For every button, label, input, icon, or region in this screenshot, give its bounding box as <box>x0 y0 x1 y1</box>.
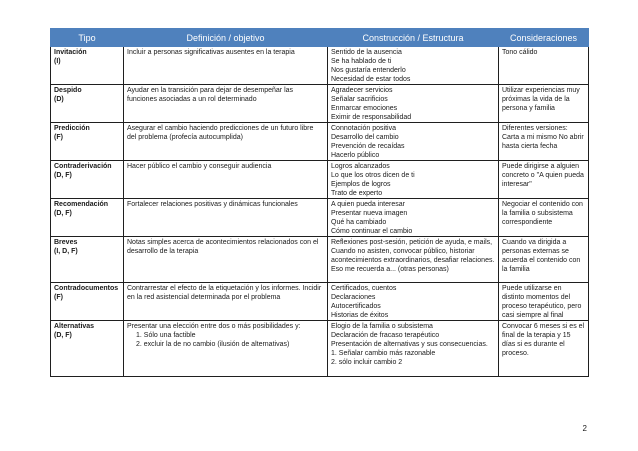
cell-construccion <box>328 47 499 85</box>
construccion-line: Presentar nueva imagen <box>331 210 408 217</box>
cell-tipo <box>51 85 124 123</box>
consideraciones-text: Tono cálido <box>502 49 538 56</box>
construccion-line: Se ha hablado de ti <box>331 58 392 65</box>
tipo-name: Breves <box>54 239 78 246</box>
definicion-list-item: 2. excluir la de no cambio (ilusión de alternativas) <box>136 341 290 348</box>
cell-definicion <box>124 283 328 321</box>
cell-consideraciones <box>499 85 589 123</box>
cell-construccion <box>328 161 499 199</box>
construccion-line: Desarrollo del cambio <box>331 134 399 141</box>
construccion-line: Declaraciones <box>331 294 376 301</box>
header-construccion: Construcción / Estructura <box>328 29 499 47</box>
consideraciones-text: Puede utilizarse en distinto momentos del proceso terapéutico, pero casi siempre al final <box>502 285 582 319</box>
construccion-line: Connotación positiva <box>331 125 396 132</box>
definicion-text: Contrarrestar el efecto de la etiquetación y los informes. Incidir en la red asistencial determinada por el problema <box>127 285 322 301</box>
tipo-name: Despido <box>54 87 82 94</box>
cell-construccion <box>328 123 499 161</box>
tipo-name: Predicción <box>54 125 90 132</box>
tipo-code: (F) <box>54 134 63 141</box>
tipo-code: (D, F) <box>54 332 72 339</box>
header-definicion: Definición / objetivo <box>124 29 328 47</box>
construccion-line: Autocertificados <box>331 303 381 310</box>
consideraciones-text: Diferentes versiones: Carta a mi mismo No abrir hasta cierta fecha <box>502 125 584 150</box>
construccion-line: Historias de éxitos <box>331 312 389 319</box>
cell-consideraciones <box>499 47 589 85</box>
table-row <box>51 321 589 377</box>
cell-consideraciones <box>499 123 589 161</box>
cell-definicion <box>124 237 328 283</box>
cell-consideraciones <box>499 237 589 283</box>
tipo-code: (I) <box>54 58 61 65</box>
construccion-line: Presentación de alternativas y sus consecuencias. <box>331 341 488 348</box>
construccion-line: Nos gustaría entenderlo <box>331 67 406 74</box>
construccion-line: Señalar sacrificios <box>331 96 388 103</box>
definicion-text: Asegurar el cambio haciendo predicciones de un futuro libre del problema (profecía autocumplida) <box>127 125 314 141</box>
tipo-name: Recomendación <box>54 201 109 208</box>
construccion-line: A quien pueda interesar <box>331 201 405 208</box>
construccion-line: Declaración de fracaso terapéutico <box>331 332 440 339</box>
cell-construccion <box>328 321 499 377</box>
definicion-text: Hacer público el cambio y conseguir audiencia <box>127 163 272 170</box>
tipo-name: Alternativas <box>54 323 95 330</box>
construccion-line: Trato de experto <box>331 190 383 197</box>
construccion-line: Lo que los otros dicen de ti <box>331 172 415 179</box>
cell-definicion <box>124 161 328 199</box>
cell-tipo <box>51 161 124 199</box>
tipo-code: (F) <box>54 294 63 301</box>
table-row <box>51 237 589 283</box>
header-tipo: Tipo <box>51 29 124 47</box>
table-row <box>51 47 589 85</box>
tipo-code: (D, F) <box>54 210 72 217</box>
tipo-name: Contradocumentos <box>54 285 119 292</box>
tipo-name: Invitación <box>54 49 87 56</box>
cell-construccion <box>328 85 499 123</box>
consideraciones-text: Negociar el contenido con la familia o subsistema correspondiente <box>502 201 583 226</box>
definicion-text: Notas simples acerca de acontecimientos relacionados con el desarrollo de la terapia <box>127 239 319 255</box>
tipo-code: (I, D, F) <box>54 248 78 255</box>
definicion-text: Incluir a personas significativas ausentes en la terapia <box>127 49 295 56</box>
construccion-line: Prevención de recaídas <box>331 143 405 150</box>
construccion-line: Certificados, cuentos <box>331 285 397 292</box>
tipo-code: (D, F) <box>54 172 72 179</box>
letters-table <box>50 28 589 377</box>
construccion-text: Reflexiones post-sesión, petición de ayuda, e mails, Cuando no asisten, convocar público, historiar acontecimientos extraordinarios, desafiar relaciones. Eso me recuerda a... (otras personas) <box>331 239 495 273</box>
construccion-line: Necesidad de estar todos <box>331 76 411 83</box>
cell-construccion <box>328 283 499 321</box>
cell-definicion <box>124 321 328 377</box>
cell-consideraciones <box>499 321 589 377</box>
cell-tipo <box>51 321 124 377</box>
definicion-text: Ayudar en la transición para dejar de desempeñar las funciones asociadas a un rol determinado <box>127 87 294 103</box>
cell-consideraciones <box>499 283 589 321</box>
table-row <box>51 123 589 161</box>
cell-consideraciones <box>499 161 589 199</box>
construccion-line: Logros alcanzados <box>331 163 390 170</box>
definicion-text: Fortalecer relaciones positivas y dinámicas funcionales <box>127 201 298 208</box>
construccion-line: Elogio de la familia o subsistema <box>331 323 433 330</box>
definicion-intro: Presentar una elección entre dos o más posibilidades y: <box>127 323 301 330</box>
construccion-line: Enmarcar emociones <box>331 105 398 112</box>
construccion-line: 1. Señalar cambio más razonable <box>331 350 436 357</box>
tipo-code: (D) <box>54 96 64 103</box>
cell-tipo <box>51 47 124 85</box>
header-consideraciones: Consideraciones <box>499 29 589 47</box>
cell-construccion <box>328 199 499 237</box>
cell-definicion <box>124 47 328 85</box>
cell-tipo <box>51 283 124 321</box>
table-row <box>51 85 589 123</box>
cell-definicion <box>124 85 328 123</box>
cell-tipo <box>51 237 124 283</box>
page-number: 2 <box>582 424 587 433</box>
cell-definicion <box>124 199 328 237</box>
construccion-line: Hacerlo público <box>331 152 380 159</box>
cell-construccion <box>328 237 499 283</box>
construccion-line: Ejemplos de logros <box>331 181 391 188</box>
table-row <box>51 283 589 321</box>
consideraciones-text: Utilizar experiencias muy próximas la vida de la persona y familia <box>502 87 580 112</box>
cell-tipo <box>51 123 124 161</box>
construccion-line: Cómo continuar el cambio <box>331 228 413 235</box>
construccion-line: Eximir de responsabilidad <box>331 114 412 121</box>
table-header-row <box>51 29 589 47</box>
consideraciones-text: Puede dirigirse a alguien concreto o "A quien pueda interesar" <box>502 163 584 188</box>
table-row <box>51 199 589 237</box>
table-row <box>51 161 589 199</box>
consideraciones-text: Cuando va dirigida a personas externas se acuerda el contenido con la familia <box>502 239 581 273</box>
cell-consideraciones <box>499 199 589 237</box>
cell-definicion <box>124 123 328 161</box>
definicion-list-item: 1. Sólo una factible <box>136 332 196 339</box>
cell-tipo <box>51 199 124 237</box>
consideraciones-text: Convocar 6 meses si es el final de la terapia y 15 días si es durante el proceso. <box>502 323 585 357</box>
construccion-line: 2. sólo incluir cambio 2 <box>331 359 403 366</box>
construccion-line: Sentido de la ausencia <box>331 49 402 56</box>
construccion-line: Qué ha cambiado <box>331 219 387 226</box>
construccion-line: Agradecer servicios <box>331 87 393 94</box>
tipo-name: Contraderivación <box>54 163 112 170</box>
